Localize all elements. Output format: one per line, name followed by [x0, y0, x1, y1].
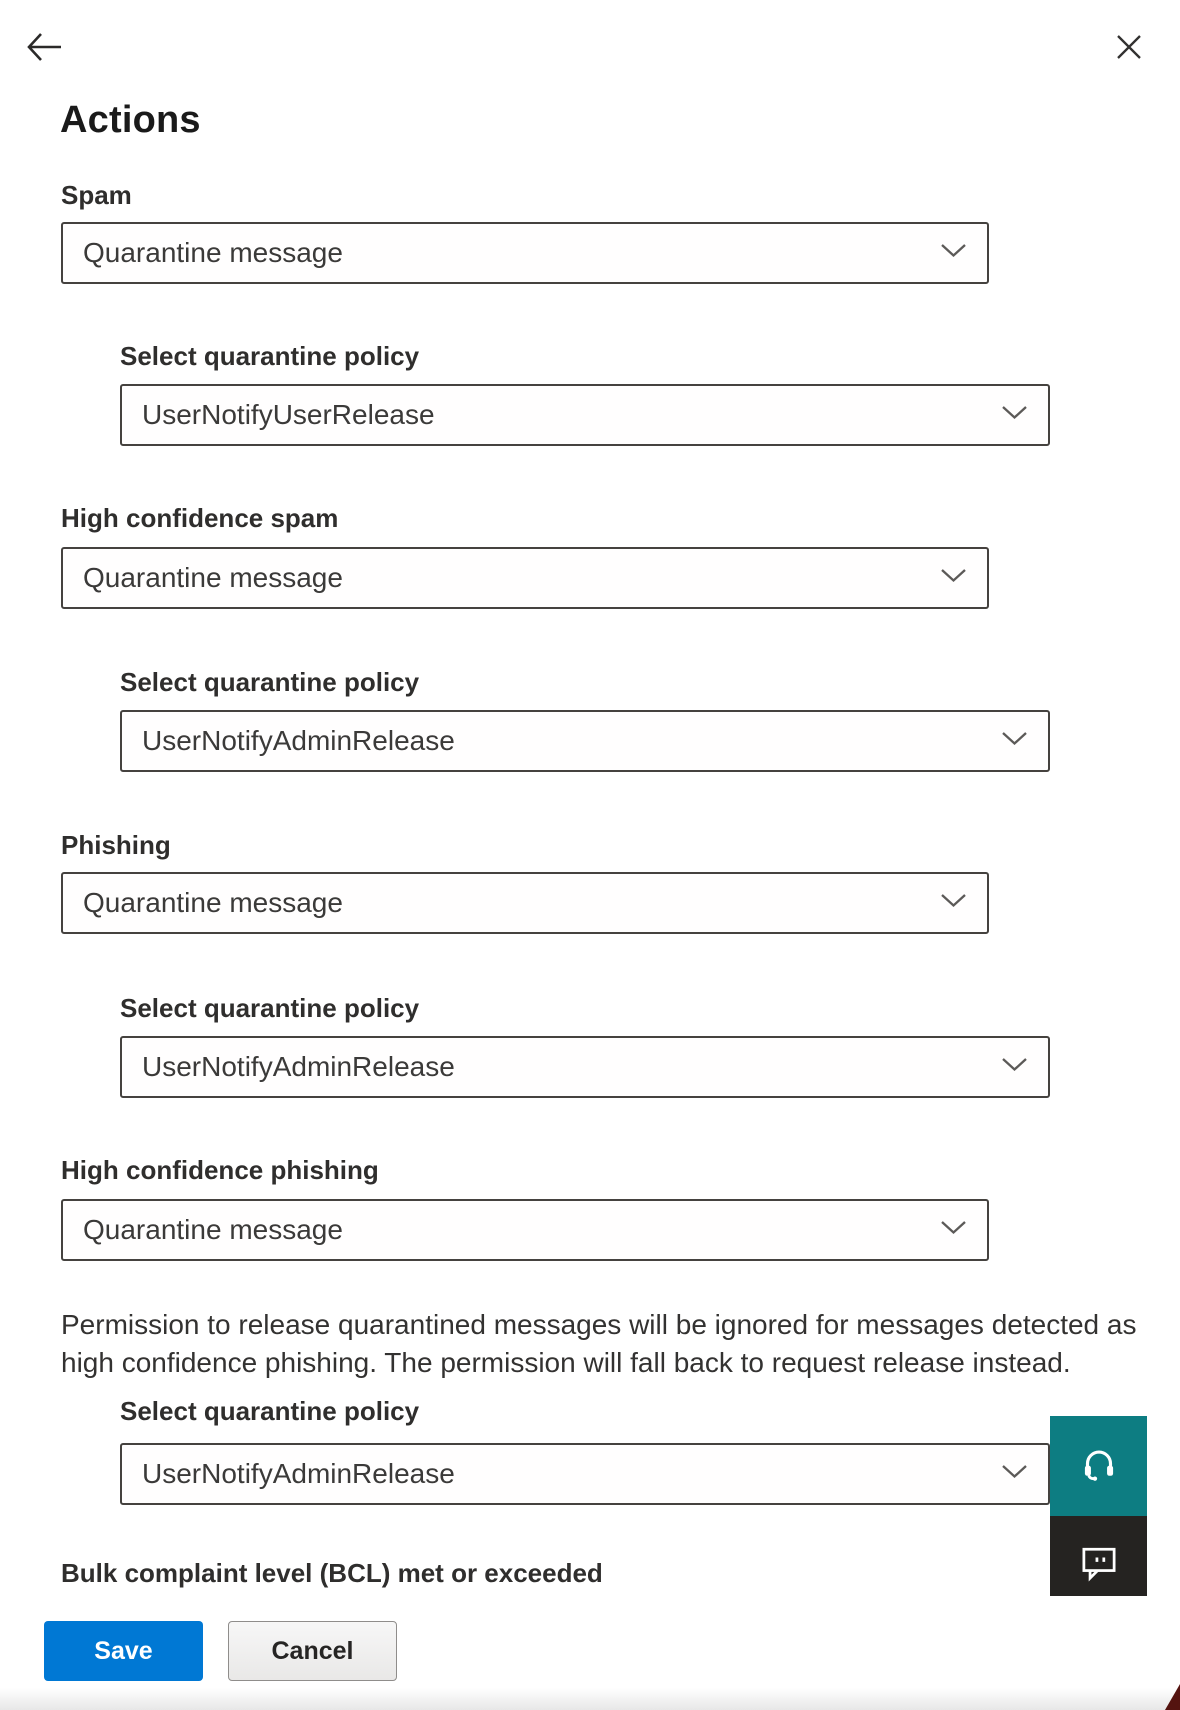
- high-confidence-phishing-action-dropdown[interactable]: [61, 1199, 989, 1261]
- chevron-down-icon: [940, 243, 967, 263]
- quarantine-policy-dropdown-high-confidence-spam[interactable]: [120, 710, 1050, 772]
- chevron-down-icon: [1001, 405, 1028, 425]
- high-confidence-phishing-label: High confidence phishing: [61, 1155, 379, 1185]
- feedback-chat-icon: [1077, 1541, 1121, 1588]
- chevron-down-icon: [1001, 1057, 1028, 1077]
- high-confidence-phishing-note: Permission to release quarantined messages will be ignored for messages detected as high confidence phishing. The permission will fall back to request release instead.: [61, 1309, 1137, 1378]
- chevron-down-icon: [1001, 1464, 1028, 1484]
- quarantine-policy-label-high-confidence-spam: Select quarantine policy: [120, 667, 420, 697]
- help-button[interactable]: [1050, 1416, 1147, 1516]
- high-confidence-spam-action-dropdown[interactable]: [61, 547, 989, 609]
- chevron-down-icon: [1001, 731, 1028, 751]
- dropdown-value: Quarantine message: [83, 1214, 343, 1245]
- high-confidence-spam-label: High confidence spam: [61, 503, 339, 533]
- chevron-down-icon: [940, 1220, 967, 1240]
- bulk-complaint-heading: Bulk complaint level (BCL) met or exceeded: [61, 1558, 603, 1588]
- quarantine-policy-label-spam: Select quarantine policy: [120, 341, 420, 371]
- close-button[interactable]: [1112, 30, 1146, 64]
- quarantine-policy-label-phishing: Select quarantine policy: [120, 993, 420, 1023]
- headset-icon: [1076, 1442, 1122, 1491]
- close-icon: [1112, 52, 1146, 67]
- dropdown-value: Quarantine message: [83, 237, 343, 268]
- phishing-label: Phishing: [61, 830, 171, 860]
- phishing-action-dropdown[interactable]: [61, 872, 989, 934]
- dropdown-value: UserNotifyAdminRelease: [142, 1051, 455, 1082]
- spam-action-dropdown[interactable]: [61, 222, 989, 284]
- dropdown-value: UserNotifyUserRelease: [142, 399, 435, 430]
- footer-bar: [0, 1596, 1180, 1710]
- page-title: Actions: [60, 99, 201, 141]
- chevron-down-icon: [940, 893, 967, 913]
- cancel-button[interactable]: Cancel: [228, 1621, 397, 1681]
- quarantine-policy-dropdown-high-confidence-phishing[interactable]: [120, 1443, 1050, 1505]
- dropdown-value: Quarantine message: [83, 562, 343, 593]
- quarantine-policy-dropdown-spam[interactable]: [120, 384, 1050, 446]
- quarantine-policy-dropdown-phishing[interactable]: [120, 1036, 1050, 1098]
- back-button[interactable]: [24, 28, 64, 66]
- dropdown-value: UserNotifyAdminRelease: [142, 725, 455, 756]
- spam-label: Spam: [61, 180, 132, 210]
- quarantine-policy-label-high-confidence-phishing: Select quarantine policy: [120, 1396, 420, 1426]
- dropdown-value: Quarantine message: [83, 887, 343, 918]
- chevron-down-icon: [940, 568, 967, 588]
- save-button[interactable]: Save: [44, 1621, 203, 1681]
- back-arrow-icon: [24, 54, 64, 69]
- dropdown-value: UserNotifyAdminRelease: [142, 1458, 455, 1489]
